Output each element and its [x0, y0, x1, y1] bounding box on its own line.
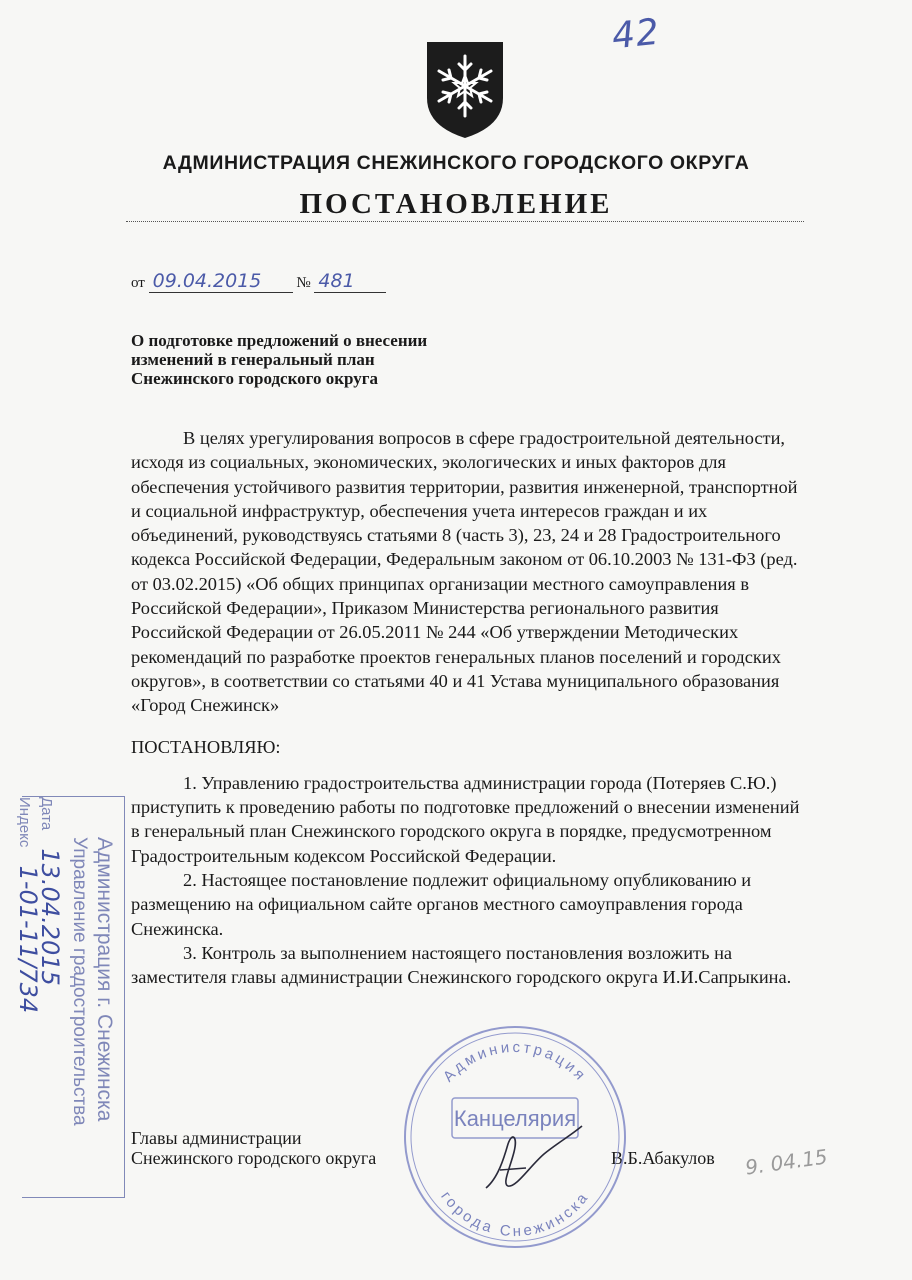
stamp-date-value: 13.04.2015: [36, 848, 64, 986]
signatory-name: В.Б.Абакулов: [611, 1148, 715, 1168]
stamp-top-arc: Администрация: [439, 1038, 591, 1086]
handwritten-signature: [478, 1118, 588, 1198]
stamp-index-row: [14, 797, 42, 1013]
decree-item: 2. Настоящее постановление подлежит официальному опубликованию и размещению на официальном сайте органов местного самоуправления города Снежинска.: [131, 870, 752, 939]
document-body: [131, 426, 803, 990]
stamp-index-value: 1-01-11/734: [14, 865, 42, 1014]
date-number-line: [131, 270, 386, 293]
subject-line: О подготовке предложений о внесении: [131, 331, 428, 350]
handwritten-page-number: 42: [609, 11, 662, 58]
coat-of-arms-icon: [423, 40, 507, 140]
stamp-bottom-arc: города Снежинска: [437, 1188, 593, 1241]
document-date: 09.04.2015: [149, 270, 293, 293]
decree-word: ПОСТАНОВЛЯЮ:: [131, 736, 281, 757]
document-subject: [131, 331, 551, 388]
subject-line: Снежинского городского округа: [131, 369, 378, 388]
date-prefix: от: [131, 275, 145, 291]
svg-text:Администрация: [440, 1039, 590, 1086]
signatory-title: Снежинского городского округа: [131, 1148, 377, 1168]
signatory-title: Главы администрации: [131, 1128, 302, 1148]
decree-item: 1. Управлению градостроительства администрации города (Потеряев С.Ю.) приступить к проведению работы по подготовке предложений о внесении изменений в генеральный план Снежинского городского округа в порядке, предусмотренном Градостроительным кодексом Российской Федерации.: [131, 772, 800, 866]
number-prefix: №: [296, 275, 311, 291]
stamp-line: Администрация г. Снежинска: [93, 837, 116, 1122]
registration-stamp: [14, 796, 125, 1198]
stamp-index-label: Индекс: [16, 797, 33, 848]
stamp-line: Управление градостроительства: [69, 837, 90, 1126]
subject-line: изменений в генеральный план: [131, 350, 375, 369]
document-type-title: ПОСТАНОВЛЕНИЕ: [299, 188, 613, 220]
document-number: 481: [314, 270, 386, 293]
organization-name: АДМИНИСТРАЦИЯ СНЕЖИНСКОГО ГОРОДСКОГО ОКРУГА: [162, 152, 750, 174]
decree-item: 3. Контроль за выполнением настоящего постановления возложить на заместителя главы администрации Снежинского городского округа И.И.Сапрыкина.: [131, 942, 792, 988]
stamp-date-label: Дата: [38, 797, 55, 831]
pencil-note: 9. 04.15: [743, 1144, 829, 1180]
preamble-paragraph: В целях урегулирования вопросов в сфере градостроительной деятельности, исходя из социальных, экономических, экологических и иных факторов для обеспечения устойчивого развития территории, развития инженерной, транспортной и социальной инфраструктур, обеспечения учета интересов граждан и их объединений, руководствуясь статьями 8 (часть 3), 23, 24 и 28 Градостроительного кодекса Российской Федерации, Федеральным законом от 06.10.2003 № 131-ФЗ (ред. от 03.02.2015) «Об общих принципах организации местного самоуправления в Российской Федерации», Приказом Министерства регионального развития Российской Федерации от 26.05.2011 № 244 «Об утверждении Методических рекомендаций по разработке проектов генеральных планов поселений и городских округов», в соответствии со статьями 40 и 41 Устава муниципального образования «Город Снежинск»: [131, 428, 798, 716]
stamp-center-text: Канцелярия: [453, 1106, 577, 1131]
header-divider: [126, 221, 804, 222]
